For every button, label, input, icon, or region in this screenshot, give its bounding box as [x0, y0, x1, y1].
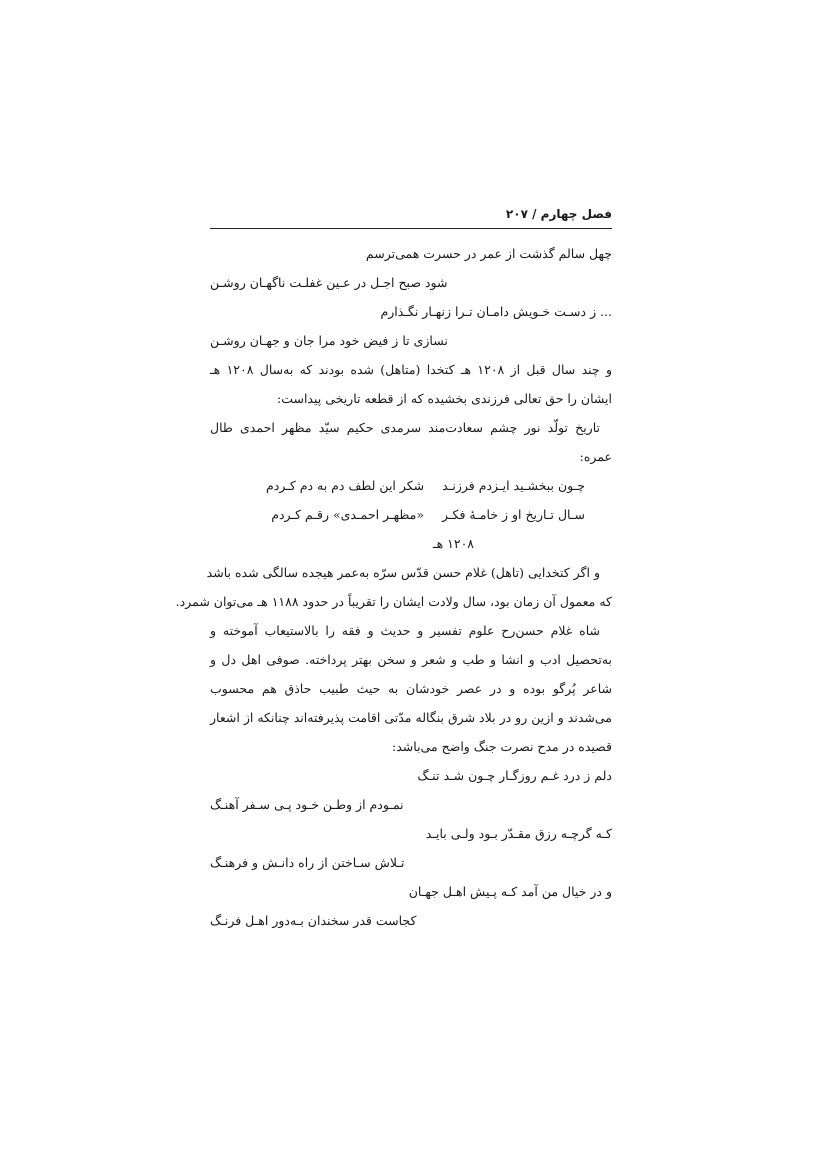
- prose-line: و چند سال قبل از ۱۲۰۸ هـ کتخدا (متاهل) شده بودند که به‌سال ۱۲۰۸ هـ: [210, 362, 612, 377]
- verse-line: چهل سالم گذشت از عمر در حسرت همی‌ترسم: [365, 246, 612, 261]
- prose-line: شاعر پُرگو بوده و در عصر خودشان به حیث طبیب حاذق هم محسوب: [210, 681, 612, 696]
- couplet-second-hemistich: «مظهـر احمـدی» رقـم کـردم: [271, 507, 424, 522]
- couplet-first-hemistich: سـال تـاریخ او ز خامـهٔ فکـر: [441, 507, 585, 522]
- couplet-second-hemistich: شکر این لطف دم به دم کـردم: [265, 478, 425, 493]
- prose-line: می‌شدند و ازین رو در بلاد شرق بنگاله مدّتی اقامت پذیرفته‌اند چنانکه از اشعار: [210, 710, 612, 725]
- running-head: [210, 200, 612, 229]
- verse-line: و در خیال من آمد کـه پـیش اهـل جهـان: [408, 884, 612, 899]
- couplet-first-hemistich: چـون ببخشـید ایـزدم فرزنـد: [442, 478, 585, 493]
- verse-line: ... ز دسـت خـویش دامـان تـرا زنهـار نگـذارم: [380, 304, 612, 319]
- prose-line: عمره:: [579, 449, 612, 464]
- running-title: فصل چهارم / ۲۰۷: [505, 207, 612, 221]
- verse-line: نسازی تا ز فیض خود مرا جان و جهـان روشـن: [210, 333, 448, 348]
- prose-line: تاریخ تولّد نور چشم سعادت‌مند سرمدی حکیم سیّد مظهر احمدی طال: [210, 420, 600, 435]
- prose-line: شاه غلام حسن‌رح علوم تفسیر و حدیث و فقه را بالاستیعاب آموخته و: [210, 623, 600, 638]
- verse-line: دلم ز درد غـم روزگـار چـون شـد تنـگ: [417, 768, 612, 783]
- verse-line: کـه گرچـه رزق مقـدّر بـود ولـی بایـد: [425, 826, 612, 841]
- prose-line: ایشان را حق تعالی فرزندی بخشیده که از قطعه تاریخی پیداست:: [276, 391, 612, 406]
- verse-line: تـلاش سـاختن از راه دانـش و فرهنـگ: [210, 855, 405, 870]
- book-page: [175, 200, 612, 935]
- verse-line: کجاست قدر سخندان بـه‌دور اهـل فرنـگ: [210, 913, 417, 928]
- prose-line: که معمول آن زمان بود، سال ولادت ایشان را تقریباً در حدود ۱۱۸۸ هـ می‌توان شمرد.: [175, 594, 612, 609]
- prose-line: به‌تحصیل ادب و انشا و طب و شعر و سخن بهتر پرداخته. صوفی اهل دل و: [210, 652, 612, 667]
- verse-line: شود صبح اجـل در عـین غفلـت ناگهـان روشـن: [210, 275, 448, 290]
- couplet: [210, 471, 612, 500]
- verse-line: نمـودم از وطـن خـود پـی سـفر آهنـگ: [210, 797, 404, 812]
- prose-line: و اگر کتخدایی (تاهل) غلام حسن قدّس سرّه به‌عمر هیجده سالگی شده باشد: [206, 565, 600, 580]
- couplet: [210, 500, 612, 529]
- page-body: [175, 239, 612, 935]
- prose-line: قصیده در مدح نصرت جنگ واضح می‌باشد:: [392, 739, 612, 754]
- chronogram-date: ۱۲۰۸ هـ: [432, 536, 474, 551]
